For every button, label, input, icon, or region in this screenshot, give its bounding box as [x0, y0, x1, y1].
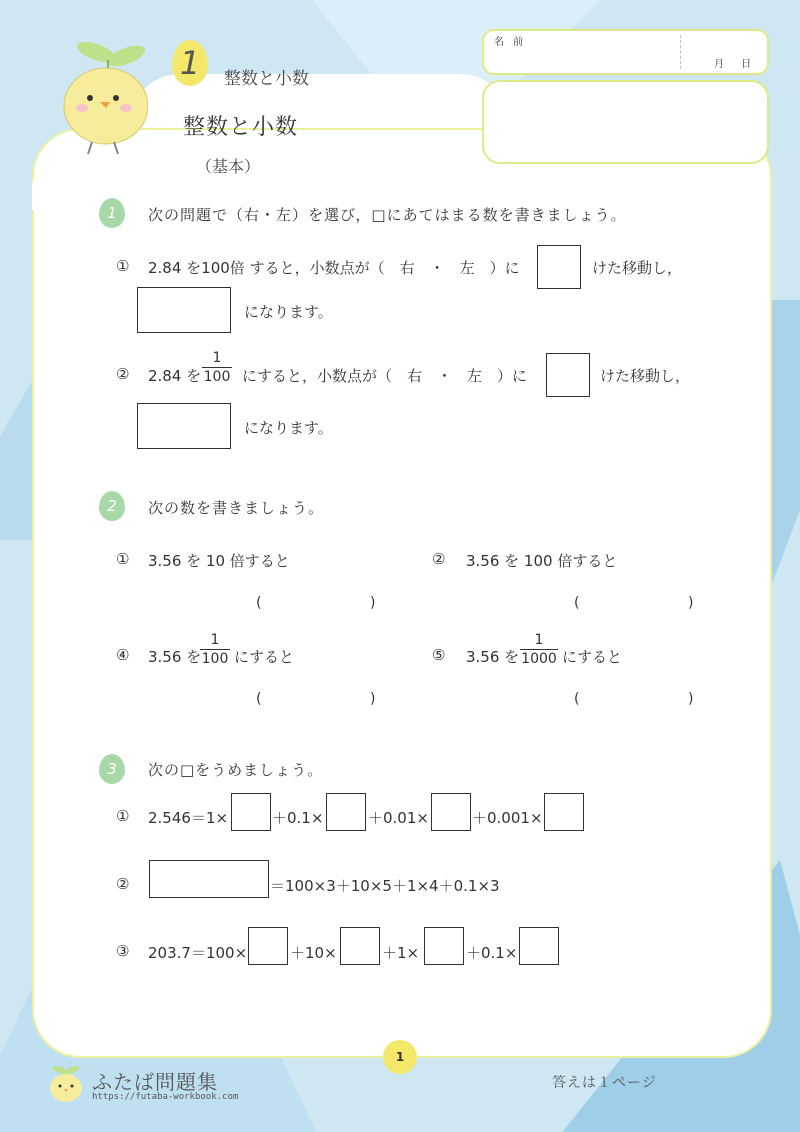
- name-divider: [680, 35, 681, 69]
- q3-item3-part0: 203.7＝100×: [148, 944, 248, 962]
- q1-item2-mark: ②: [116, 365, 130, 383]
- q2-item5-paren-close: ): [688, 691, 694, 707]
- q3-item2-expression: ＝100×3＋10×5＋1×4＋0.1×3: [270, 877, 500, 895]
- q3-item1-mark: ①: [116, 807, 130, 825]
- q1-item2-answer-box[interactable]: [137, 403, 231, 449]
- answer-reference: 答えは１ページ: [552, 1075, 657, 1091]
- q3-item1-box-1[interactable]: [231, 793, 271, 831]
- q1-item2-text-d: になります。: [244, 419, 333, 437]
- q3-item1-part3: ＋0.001×: [472, 809, 543, 827]
- q2-item5-text-a: 3.56 を: [466, 648, 520, 666]
- q3-item1-box-4[interactable]: [544, 793, 584, 831]
- q3-item1-box-3[interactable]: [431, 793, 471, 831]
- q3-item1-part1: ＋0.1×: [272, 809, 324, 827]
- q3-item3-box-4[interactable]: [519, 927, 559, 965]
- q1-item2-digits-box[interactable]: [546, 353, 590, 397]
- q3-item2-answer-box[interactable]: [149, 860, 269, 898]
- q2-item1-mark: ①: [116, 550, 130, 568]
- q3-item3-mark: ③: [116, 942, 130, 960]
- q3-item3-part2: ＋1×: [382, 944, 420, 962]
- q1-item2-text-c: けた移動し，: [600, 367, 691, 385]
- q1-item1-digits-box[interactable]: [537, 245, 581, 289]
- q2-item5-text-b: にすると: [562, 648, 623, 666]
- q2-item2-text: 3.56 を 100 倍すると: [466, 552, 618, 570]
- question-3-instruction: 次の□をうめましょう。: [148, 761, 324, 779]
- q3-item2-mark: ②: [116, 875, 130, 893]
- score-field[interactable]: [482, 80, 769, 164]
- q1-item1-answer-box[interactable]: [137, 287, 231, 333]
- q2-item5-mark: ⑤: [432, 646, 446, 664]
- q1-item2-text-a: 2.84 を: [148, 367, 202, 385]
- unit-number-badge: 1: [172, 40, 208, 86]
- page-number-badge: 1: [383, 1040, 417, 1074]
- q3-item3-box-3[interactable]: [424, 927, 464, 965]
- q3-item3-box-1[interactable]: [248, 927, 288, 965]
- question-1-badge: 1: [99, 198, 125, 228]
- question-2-instruction: 次の数を書きましょう。: [148, 499, 325, 517]
- q3-item3-part3: ＋0.1×: [466, 944, 518, 962]
- q2-item4-paren-open: (: [256, 691, 262, 707]
- sheet-corner-bump: [32, 150, 142, 210]
- name-label: 名 前: [494, 37, 527, 48]
- chick-mascot-icon: [48, 38, 148, 158]
- unit-title: 整数と小数: [224, 69, 309, 89]
- q2-item1-text: 3.56 を 10 倍すると: [148, 552, 290, 570]
- q1-item2-text-b: にすると，小数点が（ 右 ・ 左 ）に: [242, 367, 528, 385]
- date-label: 月 日: [714, 59, 752, 70]
- q3-item1-part0: 2.546＝1×: [148, 809, 229, 827]
- q2-item5-fraction: 1 1000: [521, 632, 557, 667]
- q2-item4-fraction: 1 100: [201, 632, 229, 667]
- page-subtitle: （基本）: [196, 157, 261, 176]
- q3-item3-box-2[interactable]: [340, 927, 380, 965]
- brand-name: ふたば問題集: [92, 1070, 218, 1094]
- q3-item1-part2: ＋0.01×: [368, 809, 429, 827]
- page-title: 整数と小数: [183, 115, 299, 140]
- q1-item1-text-b: けた移動し，: [592, 259, 683, 277]
- q2-item2-paren-close: ): [688, 595, 694, 611]
- q2-item5-paren-open: (: [574, 691, 580, 707]
- q1-item1-text-c: になります。: [244, 303, 333, 321]
- futaba-logo-icon: [46, 1064, 86, 1104]
- q2-item2-mark: ②: [432, 550, 446, 568]
- q2-item4-paren-close: ): [370, 691, 376, 707]
- q2-item4-text-a: 3.56 を: [148, 648, 202, 666]
- question-3-badge: 3: [99, 754, 125, 784]
- q1-item1-mark: ①: [116, 257, 130, 275]
- q2-item2-paren-open: (: [574, 595, 580, 611]
- question-2-badge: 2: [99, 491, 125, 521]
- q2-item4-text-b: にすると: [234, 648, 295, 666]
- site-url[interactable]: https://futaba-workbook.com: [92, 1092, 239, 1102]
- name-field[interactable]: [482, 29, 769, 75]
- q3-item3-part1: ＋10×: [290, 944, 337, 962]
- q1-item2-fraction: 1 100: [203, 350, 231, 385]
- q3-item1-box-2[interactable]: [326, 793, 366, 831]
- q2-item4-mark: ④: [116, 646, 130, 664]
- q1-item1-text: 2.84 を100倍 すると，小数点が（ 右 ・ 左 ）に: [148, 259, 520, 277]
- question-1-instruction: 次の問題で（右・左）を選び，□にあてはまる数を書きましょう。: [148, 206, 627, 224]
- q2-item1-paren-close: ): [370, 595, 376, 611]
- q2-item1-paren-open: (: [256, 595, 262, 611]
